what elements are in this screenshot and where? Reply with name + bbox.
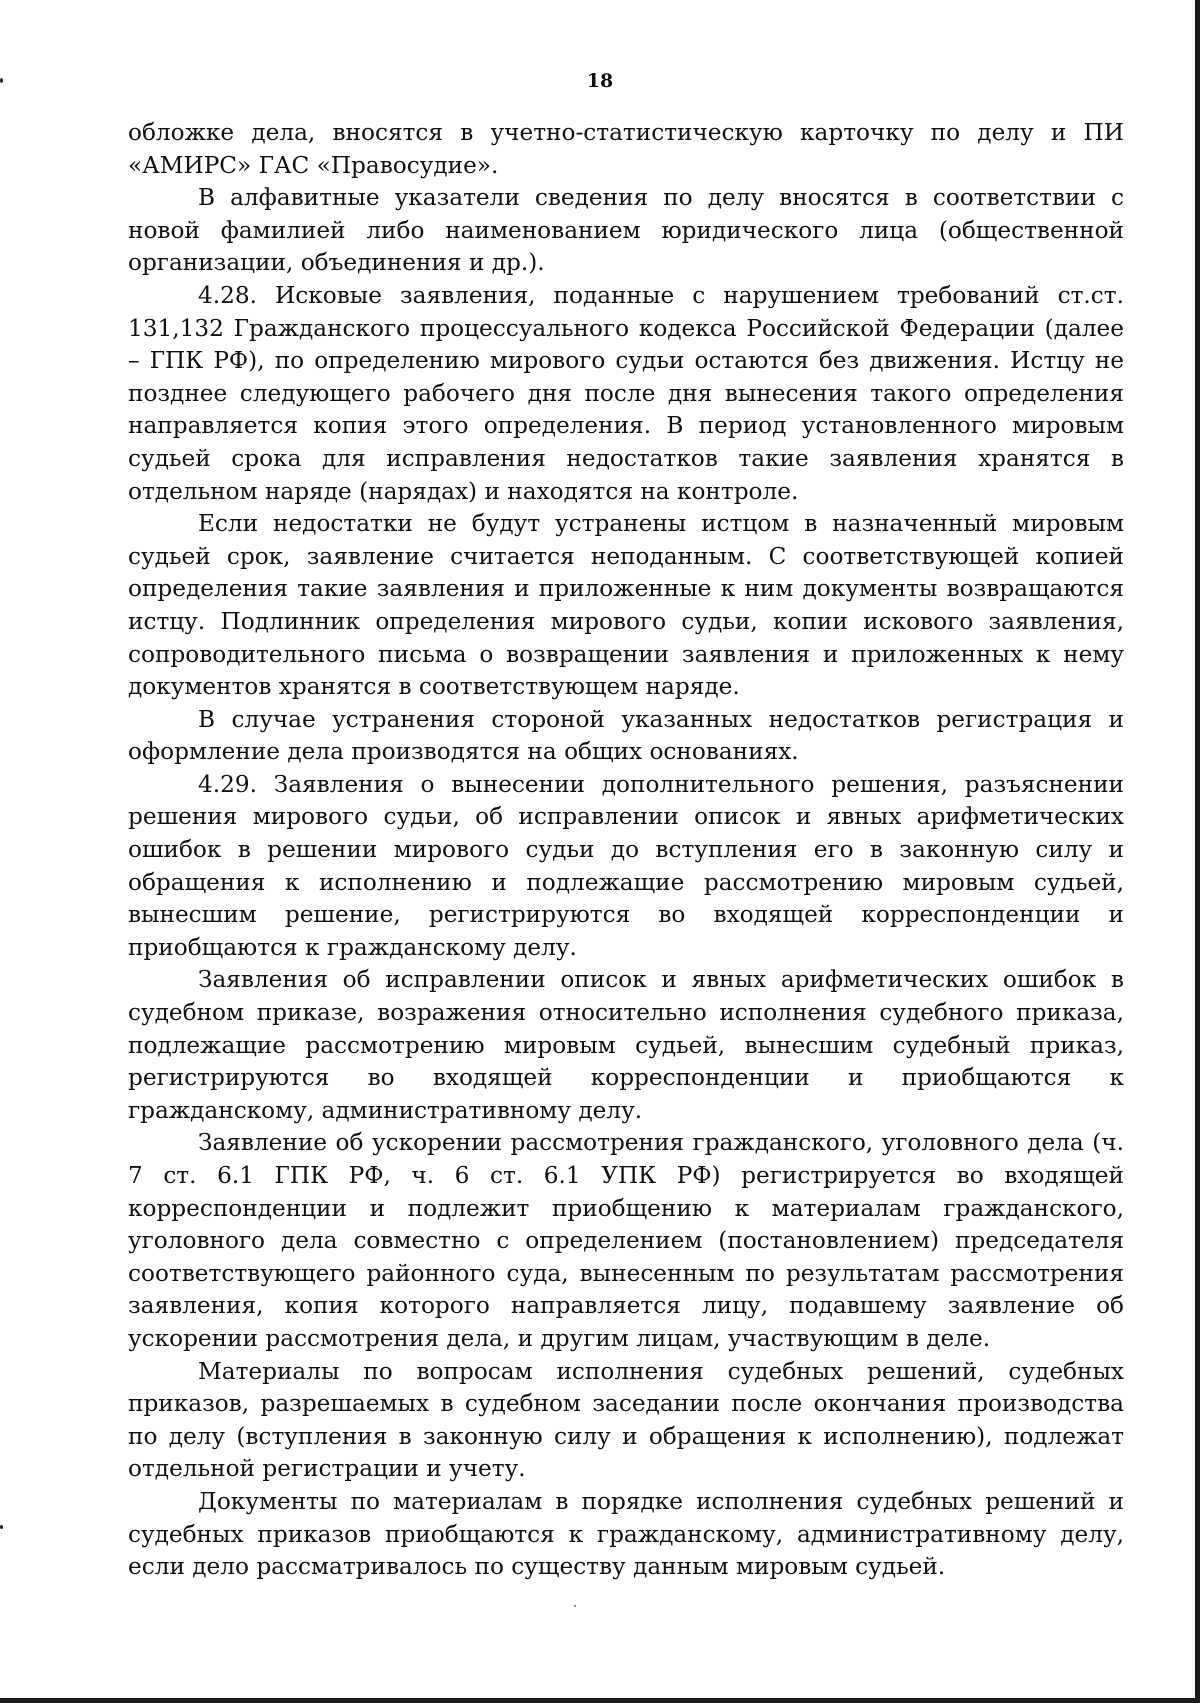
paragraph: обложке дела, вносятся в учетно-статистическую карточку по делу и ПИ «АМИРС» ГАС «Правосудие».: [128, 119, 1124, 179]
scan-mark-bottom: [0, 1525, 3, 1529]
paragraph: Материалы по вопросам исполнения судебных решений, судебных приказов, разрешаемых в судебном заседании после окончания производства по делу (вступления в законную силу и обращения к исполнению), подлежат отдельной регистрации и учету.: [128, 1357, 1124, 1483]
paragraph: Заявление об ускорении рассмотрения гражданского, уголовного дела (ч. 7 ст. 6.1 ГПК РФ, ч. 6 ст. 6.1 УПК РФ) регистрируется во входящей корреспонденции и подлежит приобщению к материалам гражданского, уголовного дела совместно с определением (постановлением) председателя соответствующего районного суда, вынесенным по результатам рассмотрения заявления, копия которого направляется лицу, подавшему заявление об ускорении рассмотрения дела, и другим лицам, участвующим в деле.: [128, 1129, 1124, 1352]
scan-speck: [574, 1605, 576, 1607]
paragraph: 4.29. Заявления о вынесении дополнительного решения, разъяснении решения мирового судьи, об исправлении описок и явных арифметических ошибок в решении мирового судьи до вступления его в законную силу и обращения к исполнению и подлежащие рассмотрению мировым судьей, вынесшим решение, регистрируются во входящей корреспонденции и приобщаются к гражданскому делу.: [128, 770, 1124, 961]
paragraph: Заявления об исправлении описок и явных арифметических ошибок в судебном приказе, возражения относительно исполнения судебного приказа, подлежащие рассмотрению мировым судьей, вынесшим судебный приказ, регистрируются во входящей корреспонденции и приобщаются к гражданскому, административному делу.: [128, 966, 1124, 1124]
paragraph: 4.28. Исковые заявления, поданные с нарушением требований ст.ст. 131,132 Гражданского процессуального кодекса Российской Федерации (далее – ГПК РФ), по определению мирового судьи остаются без движения. Истцу не позднее следующего рабочего дня после дня вынесения такого определения направляется копия этого определения. В период установленного мировым судьей срока для исправления недостатков такие заявления хранятся в отдельном наряде (нарядах) и находятся на контроле.: [128, 281, 1124, 505]
page-number: 18: [586, 70, 614, 92]
document-body: [128, 117, 1124, 1584]
paragraph: В алфавитные указатели сведения по делу вносятся в соответствии с новой фамилией либо наименованием юридического лица (общественной организации, объединения и др.).: [128, 184, 1124, 277]
paragraph: В случае устранения стороной указанных недостатков регистрация и оформление дела производятся на общих основаниях.: [128, 705, 1124, 766]
paragraph: Документы по материалам в порядке исполнения судебных решений и судебных приказов приобщаются к гражданскому, административному делу, если дело рассматривалось по существу данным мировым судьей.: [128, 1487, 1124, 1581]
paragraph: Если недостатки не будут устранены истцом в назначенный мировым судьей срок, заявление считается неподанным. С соответствующей копией определения такие заявления и приложенные к ним документы возвращаются истцу. Подлинник определения мирового судьи, копии искового заявления, сопроводительного письма о возвращении заявления и приложенных к нему документов хранятся в соответствующем наряде.: [128, 510, 1124, 701]
